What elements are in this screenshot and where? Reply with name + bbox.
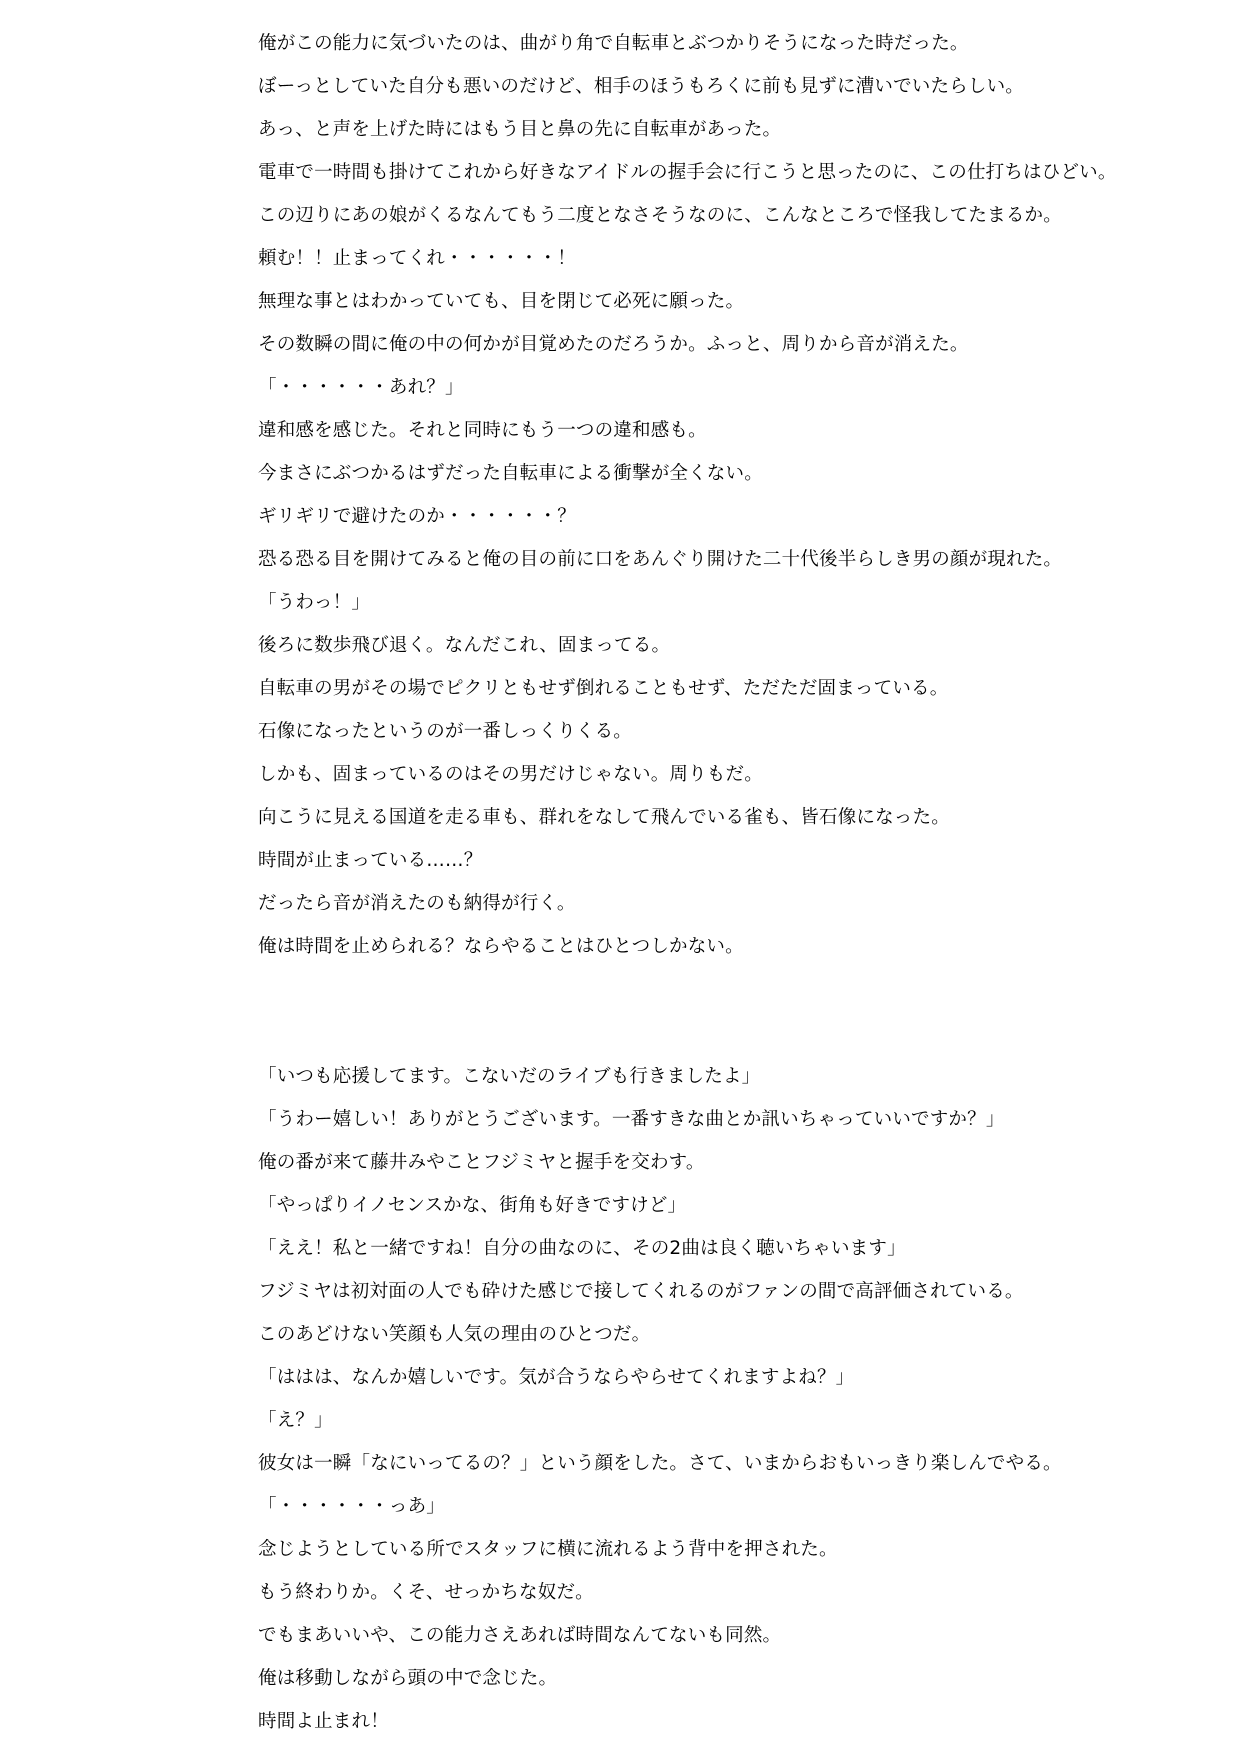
text-line: だったら音が消えたのも納得が行く。 <box>258 893 576 914</box>
text-line: 後ろに数歩飛び退く。なんだこれ、固まってる。 <box>258 635 671 656</box>
text-line: 「・・・・・・っあ」 <box>258 1496 446 1517</box>
text-line: 俺は時間を止められる？ならやることはひとつしかない。 <box>258 936 744 957</box>
text-line: しかも、固まっているのはその男だけじゃない。周りもだ。 <box>258 764 763 785</box>
text-line: 「うわー嬉しい！ありがとうございます。一番すきな曲とか訊いちゃっていいですか？」 <box>258 1109 1005 1130</box>
text-line: 「いつも応援してます。こないだのライブも行きましたよ」 <box>258 1066 761 1087</box>
text-line: 「やっぱりイノセンスかな、街角も好きですけど」 <box>258 1195 687 1216</box>
text-line: もう終わりか。くそ、せっかちな奴だ。 <box>258 1582 594 1603</box>
text-line: 頼む！！止まってくれ・・・・・・！ <box>258 248 576 269</box>
text-section-2 <box>258 1055 1158 1743</box>
text-line: あっ、と声を上げた時にはもう目と鼻の先に自転車があった。 <box>258 119 782 140</box>
text-line: 俺の番が来て藤井みやことフジミヤと握手を交わす。 <box>258 1152 705 1173</box>
text-line: 念じようとしている所でスタッフに横に流れるよう背中を押された。 <box>258 1539 838 1560</box>
text-line: ギリギリで避けたのか・・・・・・？ <box>258 506 576 527</box>
text-line: その数瞬の間に俺の中の何かが目覚めたのだろうか。ふっと、周りから音が消えた。 <box>258 334 969 355</box>
text-line: でもまあいいや、この能力さえあれば時間なんてないも同然。 <box>258 1625 782 1646</box>
text-line: 恐る恐る目を開けてみると俺の目の前に口をあんぐり開けた二十代後半らしき男の顔が現れた。 <box>258 549 1063 570</box>
text-line: 自転車の男がその場でピクリともせず倒れることもせず、ただただ固まっている。 <box>258 678 949 699</box>
text-line: 「・・・・・・あれ？」 <box>258 377 464 398</box>
text-line: 時間が止まっている……？ <box>258 850 483 871</box>
text-line: 「うわっ！」 <box>258 592 371 613</box>
text-line: 俺がこの能力に気づいたのは、曲がり角で自転車とぶつかりそうになった時だった。 <box>258 33 969 54</box>
text-line: 俺は移動しながら頭の中で念じた。 <box>258 1668 558 1689</box>
text-line: 無理な事とはわかっていても、目を閉じて必死に願った。 <box>258 291 745 312</box>
text-line: このあどけない笑顔も人気の理由のひとつだ。 <box>258 1324 651 1345</box>
text-line: 時間よ止まれ！ <box>258 1711 389 1732</box>
text-line: 「え？」 <box>258 1410 333 1431</box>
text-line: 違和感を感じた。それと同時にもう一つの違和感も。 <box>258 420 707 441</box>
text-line: この辺りにあの娘がくるなんてもう二度となさそうなのに、こんなところで怪我してたまるか。 <box>258 205 1062 226</box>
text-line: 彼女は一瞬「なにいってるの？」という顔をした。さて、いまからおもいっきり楽しんでやる。 <box>258 1453 1062 1474</box>
text-section-1 <box>258 22 1158 968</box>
text-line: 今まさにぶつかるはずだった自転車による衝撃が全くない。 <box>258 463 763 484</box>
text-line: 向こうに見える国道を走る車も、群れをなして飛んでいる雀も、皆石像になった。 <box>258 807 950 828</box>
text-line: 「ははは、なんか嬉しいです。気が合うならやらせてくれますよね？」 <box>258 1367 855 1388</box>
text-line: 石像になったというのが一番しっくりくる。 <box>258 721 633 742</box>
text-line: ぼーっとしていた自分も悪いのだけど、相手のほうもろくに前も見ずに漕いでいたらしい。 <box>258 76 1024 97</box>
text-line: 「ええ！私と一緒ですね！自分の曲なのに、その2曲は良く聴いちゃいます」 <box>258 1238 906 1259</box>
text-line: フジミヤは初対面の人でも砕けた感じで接してくれるのがファンの間で高評価されている。 <box>258 1281 1024 1302</box>
text-line: 電車で一時間も掛けてこれから好きなアイドルの握手会に行こうと思ったのに、この仕打ちはひどい。 <box>258 162 1117 183</box>
